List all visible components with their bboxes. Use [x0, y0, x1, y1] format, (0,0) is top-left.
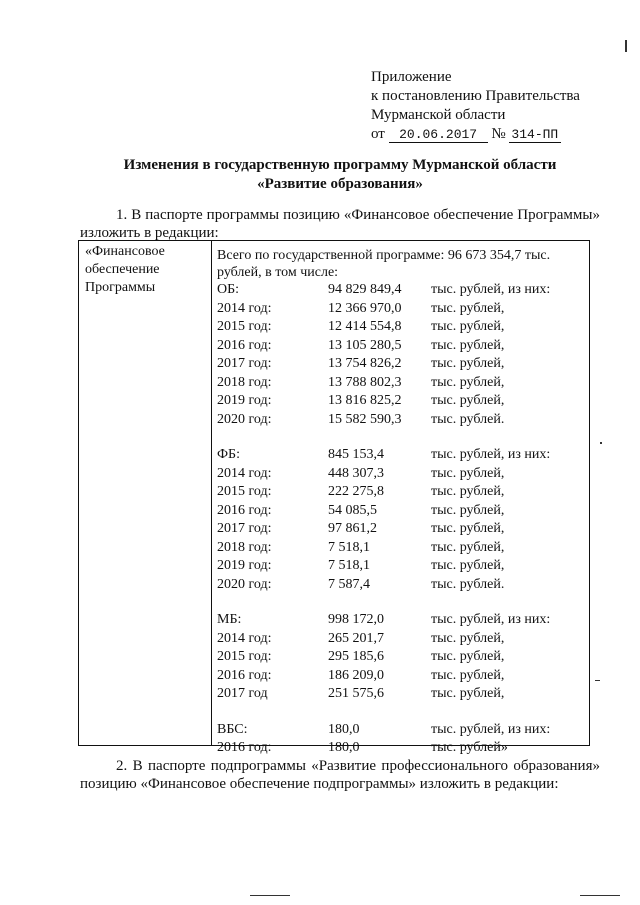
funding-row	[217, 337, 583, 356]
group-spacer	[217, 429, 583, 446]
row-unit: тыс. рублей,	[431, 558, 505, 573]
scan-mark	[595, 680, 600, 681]
row-label: 2017 год:	[217, 356, 272, 371]
row-label: 2015 год:	[217, 484, 272, 499]
left-label-line: обеспечение	[85, 262, 160, 277]
row-unit: тыс. рублей,	[431, 337, 505, 353]
resolution-number: 314-ПП	[509, 127, 561, 143]
row-unit: тыс. рублей, из них:	[431, 282, 551, 297]
row-unit: тыс. рублей,	[431, 539, 505, 555]
row-label: 2018 год:	[217, 539, 272, 555]
row-label: 2019 год:	[217, 558, 272, 573]
funding-row	[217, 520, 583, 539]
row-unit: тыс. рублей.	[431, 576, 505, 592]
row-label: МБ:	[217, 612, 242, 627]
appendix-resolution: к постановлению Правительства	[371, 88, 580, 104]
row-value: 180,0	[328, 721, 360, 737]
row-value: 94 829 849,4	[328, 282, 402, 297]
row-unit: тыс. рублей,	[431, 502, 505, 518]
row-unit: тыс. рублей, из них:	[431, 721, 551, 737]
funding-group	[217, 721, 583, 758]
funding-row	[217, 648, 583, 667]
funding-group	[217, 446, 583, 594]
row-unit: тыс. рублей,	[431, 374, 505, 390]
row-unit: тыс. рублей,	[431, 630, 505, 646]
row-unit: тыс. рублей, из них:	[431, 612, 551, 627]
funding-row	[217, 630, 583, 649]
funding-row	[217, 611, 583, 630]
row-value: 186 209,0	[328, 667, 384, 683]
row-unit: тыс. рублей, из них:	[431, 447, 551, 462]
scan-mark	[600, 442, 602, 444]
funding-row	[217, 300, 583, 319]
scan-mark	[580, 895, 620, 896]
row-label: 2016 год:	[217, 740, 272, 755]
document-title	[70, 156, 610, 194]
funding-row	[217, 411, 583, 430]
paragraph-1: 1. В паспорте программы позицию «Финансовое обеспечение Программы» изложить в редакции:	[80, 207, 600, 241]
appendix-region: Мурманской области	[371, 107, 506, 123]
appendix-title: Приложение	[371, 69, 452, 85]
row-value: 222 275,8	[328, 484, 384, 499]
row-label: ФБ:	[217, 447, 240, 462]
funding-row	[217, 465, 583, 484]
funding-row	[217, 557, 583, 576]
row-label: 2014 год:	[217, 300, 272, 316]
row-value: 12 414 554,8	[328, 319, 402, 334]
number-label: №	[491, 126, 506, 142]
funding-group	[217, 281, 583, 429]
left-label-line: Программы	[85, 280, 156, 295]
row-value: 12 366 970,0	[328, 300, 402, 316]
total-funding-text: Всего по государственной программе: 96 673 354,7 тыс. рублей, в том числе:	[217, 248, 551, 280]
group-spacer	[217, 594, 583, 611]
row-value: 13 105 280,5	[328, 337, 402, 353]
scan-mark	[250, 895, 290, 896]
funding-row	[217, 392, 583, 411]
funding-row	[217, 374, 583, 393]
row-unit: тыс. рублей,	[431, 649, 505, 664]
row-label: 2016 год:	[217, 667, 272, 683]
funding-row	[217, 281, 583, 300]
left-label-line: «Финансовое	[85, 244, 165, 259]
from-label: от	[371, 126, 385, 142]
row-label: 2020 год:	[217, 576, 272, 592]
funding-row	[217, 446, 583, 465]
table-divider	[211, 241, 212, 745]
row-value: 845 153,4	[328, 447, 384, 462]
row-unit: тыс. рублей,	[431, 484, 505, 499]
paragraph-2: 2. В паспорте подпрограммы «Развитие профессионального образования» позицию «Финансовое обеспечение подпрограммы» изложить в редакции:	[80, 758, 600, 792]
row-value: 251 575,6	[328, 686, 384, 701]
row-label: ОБ:	[217, 282, 240, 297]
funding-row	[217, 539, 583, 558]
funding-row	[217, 502, 583, 521]
row-label: ВБС:	[217, 721, 248, 737]
row-value: 295 185,6	[328, 649, 384, 664]
funding-row	[217, 483, 583, 502]
appendix-date-line	[371, 125, 580, 144]
row-value: 7 587,4	[328, 576, 370, 592]
row-label: 2016 год:	[217, 502, 272, 518]
resolution-date: 20.06.2017	[389, 127, 488, 143]
funding-row	[217, 685, 583, 704]
row-value: 97 861,2	[328, 521, 377, 536]
row-value: 7 518,1	[328, 539, 370, 555]
row-unit: тыс. рублей.	[431, 411, 505, 427]
row-label: 2014 год:	[217, 465, 272, 481]
table-left-label	[85, 243, 165, 297]
row-unit: тыс. рублей,	[431, 686, 505, 701]
row-unit: тыс. рублей,	[431, 667, 505, 683]
funding-row	[217, 318, 583, 337]
row-unit: тыс. рублей»	[431, 740, 508, 755]
row-value: 15 582 590,3	[328, 411, 402, 427]
row-label: 2020 год:	[217, 411, 272, 427]
row-unit: тыс. рублей,	[431, 319, 505, 334]
row-value: 998 172,0	[328, 612, 384, 627]
financing-table	[78, 240, 590, 755]
row-label: 2016 год:	[217, 337, 272, 353]
title-line-2: «Развитие образования»	[257, 176, 423, 192]
row-value: 180,0	[328, 740, 360, 755]
row-value: 265 201,7	[328, 630, 384, 646]
row-label: 2017 год:	[217, 521, 272, 536]
row-value: 13 754 826,2	[328, 356, 402, 371]
row-unit: тыс. рублей,	[431, 521, 505, 536]
funding-row	[217, 667, 583, 686]
row-label: 2019 год:	[217, 393, 272, 408]
row-value: 7 518,1	[328, 558, 370, 573]
title-line-1: Изменения в государственную программу Мурманской области	[123, 157, 557, 173]
appendix-block	[371, 68, 580, 144]
row-unit: тыс. рублей,	[431, 300, 505, 316]
funding-row	[217, 739, 583, 758]
funding-row	[217, 721, 583, 740]
row-label: 2018 год:	[217, 374, 272, 390]
row-label: 2014 год:	[217, 630, 272, 646]
funding-group	[217, 611, 583, 704]
funding-row	[217, 355, 583, 374]
row-value: 448 307,3	[328, 465, 384, 481]
funding-row	[217, 576, 583, 595]
row-label: 2017 год	[217, 686, 268, 701]
table-right-column	[217, 247, 583, 758]
row-value: 13 788 802,3	[328, 374, 402, 390]
group-spacer	[217, 704, 583, 721]
row-label: 2015 год:	[217, 319, 272, 334]
row-unit: тыс. рублей,	[431, 465, 505, 481]
row-unit: тыс. рублей,	[431, 393, 505, 408]
row-unit: тыс. рублей,	[431, 356, 505, 371]
row-value: 13 816 825,2	[328, 393, 402, 408]
row-value: 54 085,5	[328, 502, 377, 518]
row-label: 2015 год:	[217, 649, 272, 664]
scan-mark	[625, 40, 627, 52]
